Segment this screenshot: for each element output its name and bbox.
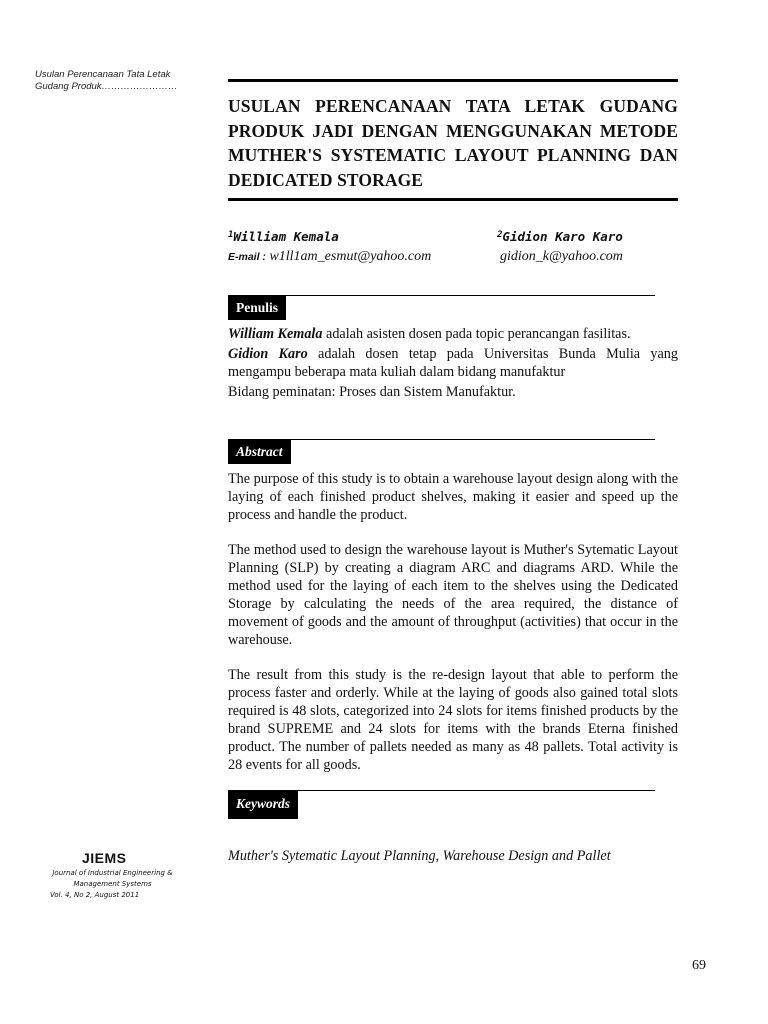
abstract-p3: The result from this study is the re-design layout that able to perform the process faster and orderly. While at the laying of goods also gained total slots required is 48 slots, categorized into 24 slots for items finished products by the brand SUPREME and 24 slots for items with the brands Eterna finished product. The number of pallets needed as many as 48 pallets. Total activity is 28 events for all goods.	[228, 667, 678, 773]
penulis-p1	[228, 325, 678, 343]
title-top-rule	[228, 79, 678, 82]
penulis-text	[228, 325, 678, 401]
author-1-email-line	[228, 249, 431, 265]
journal-info	[35, 868, 190, 901]
email-label: E-mail :	[228, 251, 266, 263]
author-2-email: gidion_k@yahoo.com	[500, 249, 623, 264]
title-line1: USULAN PERENCANAAN TATA LETAK GUDANG	[228, 96, 678, 116]
abstract-rule	[228, 439, 655, 440]
journal-line3: Vol. 4, No 2, August 2011	[50, 891, 140, 899]
title-line4: DEDICATED STORAGE	[228, 169, 424, 190]
page-number: 69	[692, 958, 706, 973]
author-2	[497, 229, 623, 244]
author-1-email: w1ll1am_esmut@yahoo.com	[269, 249, 432, 264]
running-head-line1: Usulan Perencanaan Tata Letak	[35, 69, 171, 80]
penulis-p2	[228, 345, 678, 381]
running-head-line2: Gudang Produk……………………	[35, 81, 178, 92]
title-bottom-rule	[228, 198, 678, 201]
author-1-sup: 1	[228, 230, 234, 240]
paper-title	[228, 94, 678, 192]
abstract-tag: Abstract	[228, 440, 291, 464]
penulis-tag: Penulis	[228, 296, 286, 320]
title-line2: PRODUK JADI DENGAN MENGGUNAKAN METODE	[228, 120, 678, 141]
journal-line1: Journal of Industrial Engineering &	[52, 869, 173, 877]
author-2-sup: 2	[497, 230, 503, 240]
penulis-p2-name: Gidion Karo	[228, 346, 308, 362]
journal-line2: Management Systems	[73, 880, 152, 888]
penulis-p3: Bidang peminatan: Proses dan Sistem Manufaktur.	[228, 384, 516, 400]
penulis-p1-text: adalah asisten dosen pada topic perancangan fasilitas.	[322, 326, 631, 342]
penulis-rule	[228, 295, 655, 296]
author-2-name: Gidion Karo Karo	[502, 229, 623, 244]
penulis-p1-name: William Kemala	[228, 326, 323, 342]
keywords-tag: Keywords	[228, 791, 298, 819]
author-1-name: William Kemala	[233, 229, 339, 244]
keywords-text: Muther's Sytematic Layout Planning, Warehouse Design and Pallet	[228, 848, 611, 864]
penulis-p2-text: adalah dosen tetap pada Universitas Bunda Mulia yang mengampu beberapa mata kuliah dalam bidang manufaktur	[228, 346, 678, 380]
running-head	[35, 69, 205, 93]
title-line3: MUTHER'S SYSTEMATIC LAYOUT PLANNING DAN	[228, 145, 678, 165]
jiems-logo: JIEMS	[82, 850, 127, 866]
author-1	[228, 229, 339, 244]
abstract-p1: The purpose of this study is to obtain a warehouse layout design along with the laying of each finished product shelves, making it easier and speed up the process and handle the product.	[228, 471, 678, 523]
author-2-email-line	[500, 249, 623, 265]
abstract-p2: The method used to design the warehouse layout is Muther's Sytematic Layout Planning (SLP) by creating a diagram ARC and diagrams ARD. While the method used for the laying of each item to the shelves using the Dedicated Storage by calculating the needs of the area required, the distance of movement of goods and the amount of throughput (activities) that occur in the warehouse.	[228, 542, 678, 648]
